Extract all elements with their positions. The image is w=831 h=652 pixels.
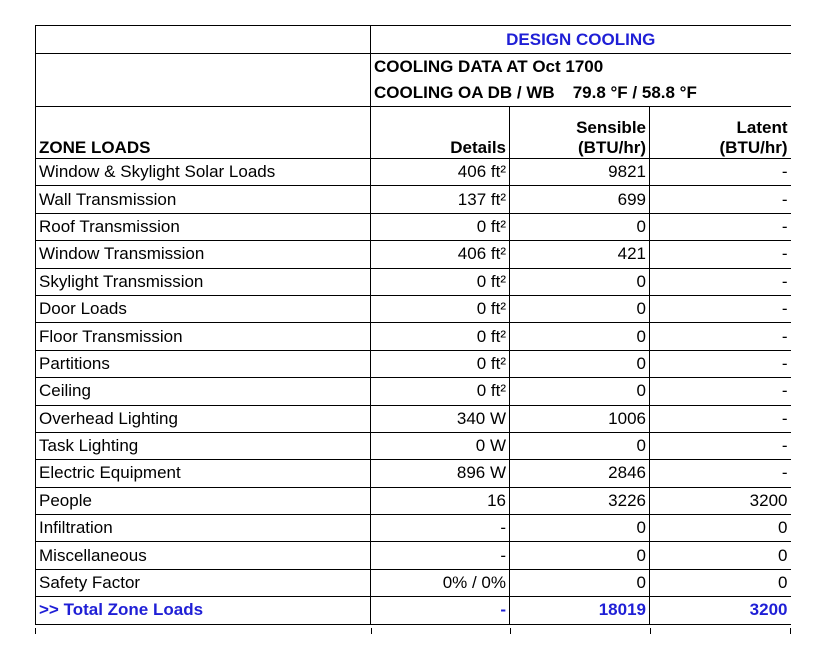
latent-cell: - xyxy=(650,350,791,377)
sensible-cell: 421 xyxy=(510,241,650,268)
load-name-cell: Task Lighting xyxy=(36,432,371,459)
sensible-cell: 0 xyxy=(510,295,650,322)
latent-cell: - xyxy=(650,159,791,186)
details-cell: - xyxy=(371,515,510,542)
table-tail-line xyxy=(510,628,511,634)
latent-cell: - xyxy=(650,241,791,268)
total-row xyxy=(36,597,791,624)
latent-cell: 3200 xyxy=(650,487,791,514)
load-name-cell: Electric Equipment xyxy=(36,460,371,487)
sensible-cell: 0 xyxy=(510,378,650,405)
sensible-cell: 9821 xyxy=(510,159,650,186)
load-name-cell: Floor Transmission xyxy=(36,323,371,350)
sensible-cell: 0 xyxy=(510,268,650,295)
cooling-data-blank-cell xyxy=(36,54,371,107)
cooling-oa-line xyxy=(374,80,788,106)
sensible-cell: 1006 xyxy=(510,405,650,432)
table-tail-line xyxy=(650,628,651,634)
sensible-header xyxy=(510,107,650,159)
load-name-cell: Window Transmission xyxy=(36,241,371,268)
zone-loads-table xyxy=(35,25,791,625)
details-cell: 896 W xyxy=(371,460,510,487)
table-row xyxy=(36,542,791,569)
latent-cell: - xyxy=(650,432,791,459)
load-name-cell: Window & Skylight Solar Loads xyxy=(36,159,371,186)
details-cell: 0 ft² xyxy=(371,295,510,322)
table-row xyxy=(36,186,791,213)
load-name-cell: Skylight Transmission xyxy=(36,268,371,295)
load-name-cell: Ceiling xyxy=(36,378,371,405)
latent-cell: - xyxy=(650,323,791,350)
table-tail-line xyxy=(371,628,372,634)
table-row xyxy=(36,295,791,322)
table-row xyxy=(36,159,791,186)
latent-header-line2: (BTU/hr) xyxy=(719,138,788,157)
latent-cell: 0 xyxy=(650,542,791,569)
details-cell: 406 ft² xyxy=(371,241,510,268)
table-row xyxy=(36,487,791,514)
latent-cell: 0 xyxy=(650,569,791,596)
table-row xyxy=(36,405,791,432)
design-cooling-title: DESIGN COOLING xyxy=(371,26,791,54)
details-cell: 0 ft² xyxy=(371,268,510,295)
load-name-cell: Safety Factor xyxy=(36,569,371,596)
load-name-cell: Roof Transmission xyxy=(36,213,371,240)
details-header: Details xyxy=(371,107,510,159)
details-cell: 137 ft² xyxy=(371,186,510,213)
sensible-cell: 0 xyxy=(510,569,650,596)
sensible-cell: 0 xyxy=(510,542,650,569)
table-row xyxy=(36,350,791,377)
load-name-cell: Partitions xyxy=(36,350,371,377)
table-row xyxy=(36,515,791,542)
table-row xyxy=(36,569,791,596)
latent-cell: - xyxy=(650,186,791,213)
cooling-oa-value: 79.8 °F / 58.8 °F xyxy=(572,83,697,102)
cooling-oa-label: COOLING OA DB / WB xyxy=(374,83,555,102)
cooling-data-label: COOLING DATA AT Oct 1700 xyxy=(374,57,604,76)
sensible-cell: 0 xyxy=(510,432,650,459)
table-row xyxy=(36,213,791,240)
load-name-cell: Door Loads xyxy=(36,295,371,322)
sensible-header-line2: (BTU/hr) xyxy=(578,138,646,157)
column-header-row xyxy=(36,107,791,159)
total-details-cell: - xyxy=(371,597,510,624)
details-cell: 0 ft² xyxy=(371,350,510,377)
cooling-data-row xyxy=(36,54,791,107)
latent-header xyxy=(650,107,791,159)
load-name-cell: Miscellaneous xyxy=(36,542,371,569)
table-row xyxy=(36,241,791,268)
details-cell: - xyxy=(371,542,510,569)
load-name-cell: Infiltration xyxy=(36,515,371,542)
sensible-cell: 0 xyxy=(510,350,650,377)
latent-cell: - xyxy=(650,405,791,432)
latent-cell: - xyxy=(650,460,791,487)
details-cell: 16 xyxy=(371,487,510,514)
table-row xyxy=(36,378,791,405)
sensible-header-line1: Sensible xyxy=(576,118,646,137)
total-latent-cell: 3200 xyxy=(650,597,791,624)
table-tail-line xyxy=(35,628,36,634)
table-row xyxy=(36,460,791,487)
total-name-cell: >> Total Zone Loads xyxy=(36,597,371,624)
details-cell: 406 ft² xyxy=(371,159,510,186)
sensible-cell: 0 xyxy=(510,323,650,350)
latent-cell: - xyxy=(650,268,791,295)
sensible-cell: 0 xyxy=(510,515,650,542)
sensible-cell: 3226 xyxy=(510,487,650,514)
details-cell: 340 W xyxy=(371,405,510,432)
latent-header-line1: Latent xyxy=(736,118,788,137)
sensible-cell: 699 xyxy=(510,186,650,213)
zone-loads-header: ZONE LOADS xyxy=(36,107,371,159)
details-cell: 0% / 0% xyxy=(371,569,510,596)
header-blank-cell xyxy=(36,26,371,54)
latent-cell: - xyxy=(650,295,791,322)
latent-cell: - xyxy=(650,213,791,240)
sensible-cell: 2846 xyxy=(510,460,650,487)
cooling-data-cell xyxy=(371,54,791,107)
load-name-cell: Overhead Lighting xyxy=(36,405,371,432)
table-row xyxy=(36,323,791,350)
details-cell: 0 ft² xyxy=(371,378,510,405)
details-cell: 0 W xyxy=(371,432,510,459)
details-cell: 0 ft² xyxy=(371,213,510,240)
details-cell: 0 ft² xyxy=(371,323,510,350)
table-tail-line xyxy=(790,628,791,634)
latent-cell: - xyxy=(650,378,791,405)
load-name-cell: Wall Transmission xyxy=(36,186,371,213)
total-sensible-cell: 18019 xyxy=(510,597,650,624)
sensible-cell: 0 xyxy=(510,213,650,240)
load-name-cell: People xyxy=(36,487,371,514)
table-row xyxy=(36,432,791,459)
latent-cell: 0 xyxy=(650,515,791,542)
table-row xyxy=(36,268,791,295)
header-title-row xyxy=(36,26,791,54)
